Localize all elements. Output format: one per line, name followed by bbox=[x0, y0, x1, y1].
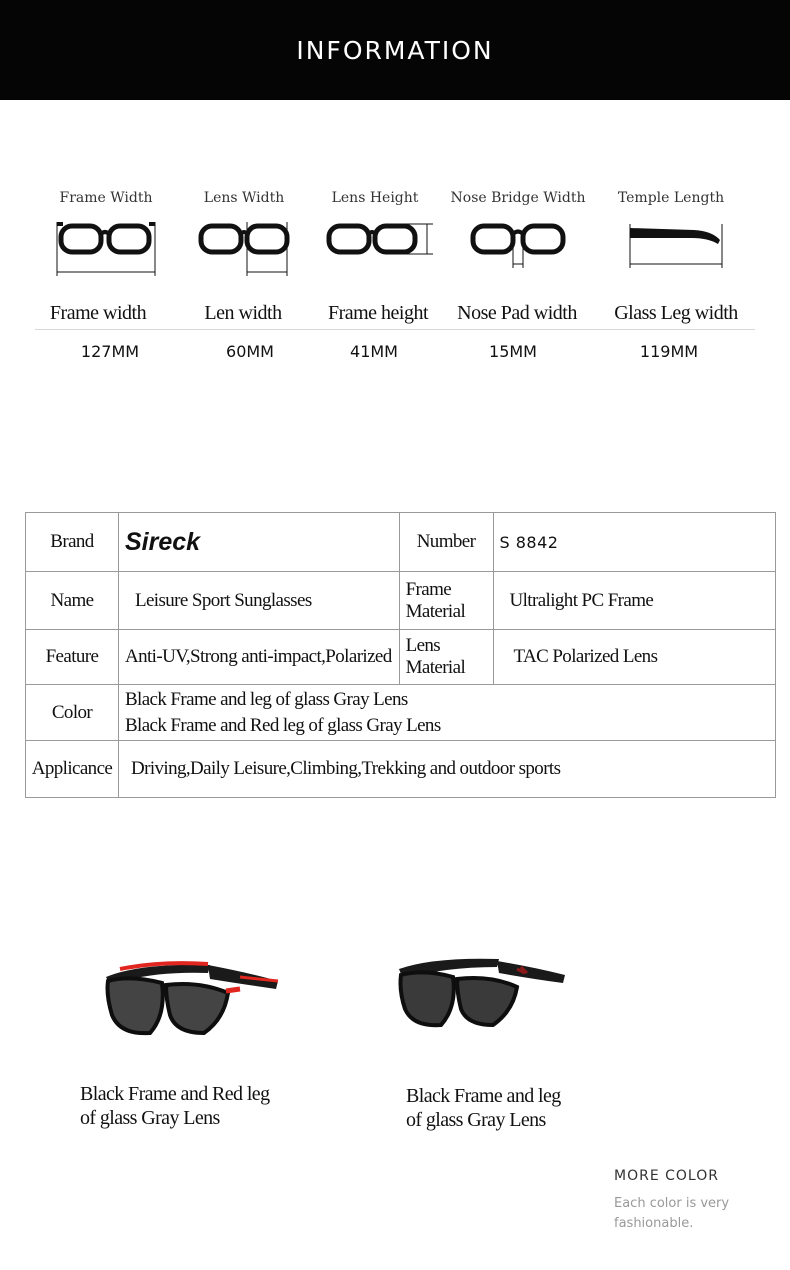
spec-table bbox=[25, 512, 776, 798]
applicance-label: Applicance bbox=[26, 741, 119, 798]
dimension-nose-bridge-width bbox=[448, 190, 588, 280]
caption-line: Black Frame and leg bbox=[406, 1085, 561, 1107]
lens-height-icon bbox=[315, 218, 435, 280]
number-value: S 8842 bbox=[493, 513, 776, 572]
more-color-line: Each color is very bbox=[614, 1196, 730, 1211]
sunglasses-red-leg-image bbox=[100, 955, 285, 1045]
page-title: INFORMATION bbox=[296, 35, 494, 65]
color-label: Color bbox=[26, 685, 119, 741]
dimension-name: Len width bbox=[204, 302, 282, 324]
dimension-value: 127MM bbox=[80, 342, 140, 361]
color-value bbox=[118, 685, 775, 741]
dimension-name: Glass Leg width bbox=[614, 302, 738, 324]
product-caption-red-leg bbox=[80, 1082, 269, 1130]
name-value: Leisure Sport Sunglasses bbox=[118, 572, 399, 630]
divider bbox=[35, 329, 755, 330]
dimension-name: Frame width bbox=[49, 302, 147, 324]
applicance-value: Driving,Daily Leisure,Climbing,Trekking and outdoor sports bbox=[118, 741, 775, 798]
more-color-subtitle bbox=[614, 1194, 729, 1234]
color-option: Black Frame and leg of glass Gray Lens bbox=[124, 688, 408, 710]
frame-material-label bbox=[399, 572, 493, 630]
table-row bbox=[26, 572, 776, 630]
dimension-caption: Temple Length bbox=[617, 190, 725, 206]
caption-line: of glass Gray Lens bbox=[80, 1107, 220, 1129]
dimension-lens-width bbox=[174, 190, 314, 280]
dimension-temple-length bbox=[601, 190, 741, 280]
lens-material-value: TAC Polarized Lens bbox=[493, 630, 776, 685]
dimension-lens-height bbox=[305, 190, 445, 280]
dimension-name: Nose Pad width bbox=[457, 302, 577, 324]
feature-value: Anti-UV,Strong anti-impact,Polarized bbox=[118, 630, 399, 685]
table-row bbox=[26, 685, 776, 741]
dimension-caption: Lens Width bbox=[203, 190, 285, 206]
number-label: Number bbox=[399, 513, 493, 572]
lens-material-label-line: Lens bbox=[405, 635, 441, 656]
frame-material-value: Ultralight PC Frame bbox=[493, 572, 776, 630]
more-color-title: MORE COLOR bbox=[614, 1168, 719, 1184]
feature-label: Feature bbox=[26, 630, 119, 685]
dimension-caption: Frame Width bbox=[59, 190, 153, 206]
dimension-caption: Lens Height bbox=[331, 190, 419, 206]
color-option: Black Frame and Red leg of glass Gray Lens bbox=[124, 714, 441, 736]
table-row bbox=[26, 741, 776, 798]
dimension-value: 119MM bbox=[639, 342, 699, 361]
sunglasses-black-leg-image bbox=[393, 953, 573, 1043]
more-color-line: fashionable. bbox=[614, 1216, 694, 1231]
table-row bbox=[26, 513, 776, 572]
frame-material-label-line: Material bbox=[405, 600, 466, 622]
frame-material-label-line: Frame bbox=[405, 578, 452, 600]
dimension-value: 41MM bbox=[350, 342, 398, 361]
lens-material-label bbox=[399, 630, 493, 685]
caption-line: of glass Gray Lens bbox=[406, 1109, 546, 1131]
brand-label: Brand bbox=[26, 513, 119, 572]
header-banner bbox=[0, 0, 790, 100]
lens-material-label-line: Material bbox=[405, 657, 466, 678]
dimension-name: Frame height bbox=[327, 302, 429, 324]
lens-width-icon bbox=[189, 218, 299, 280]
dimension-caption: Nose Bridge Width bbox=[450, 190, 586, 206]
brand-logo: Sireck bbox=[118, 513, 399, 572]
temple-length-icon bbox=[616, 218, 726, 280]
frame-width-icon bbox=[51, 218, 161, 280]
nose-bridge-icon bbox=[463, 218, 573, 280]
name-label: Name bbox=[26, 572, 119, 630]
product-caption-black-leg bbox=[406, 1084, 561, 1132]
dimension-value: 60MM bbox=[226, 342, 274, 361]
table-row bbox=[26, 630, 776, 685]
dimension-frame-width bbox=[36, 190, 176, 280]
caption-line: Black Frame and Red leg bbox=[80, 1083, 270, 1105]
dimension-value: 15MM bbox=[489, 342, 537, 361]
